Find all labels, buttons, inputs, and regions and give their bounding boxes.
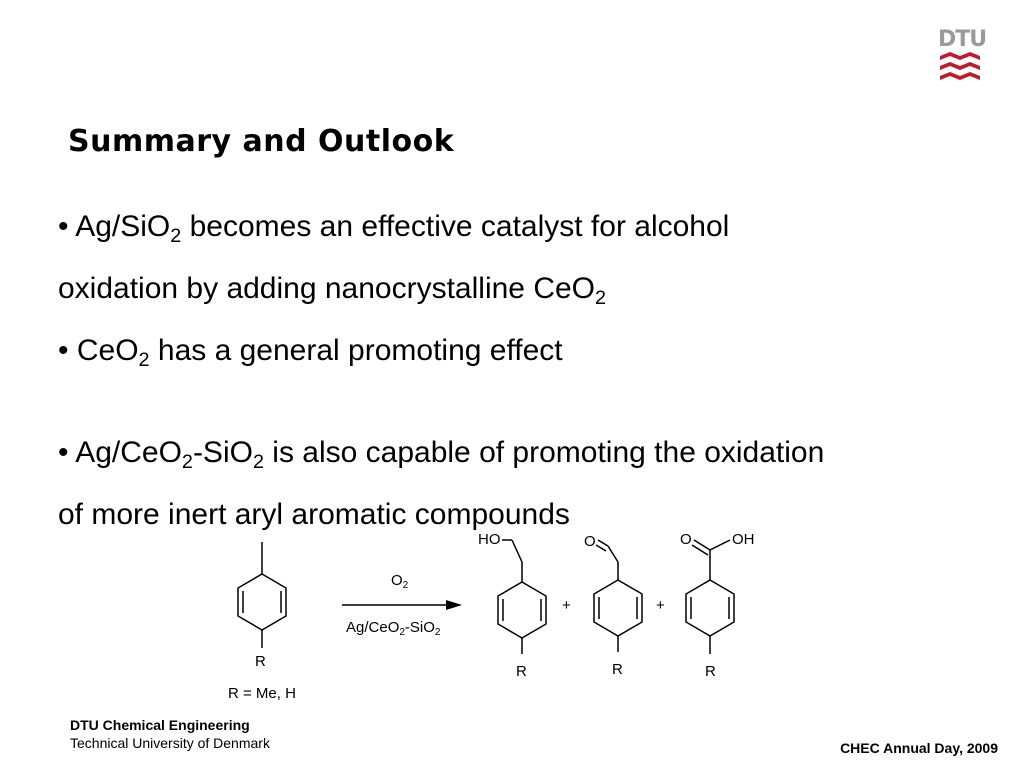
subscript: 2: [138, 348, 150, 371]
product1-r-label: R: [516, 663, 527, 680]
event-name: CHEC Annual Day, 2009: [840, 740, 998, 756]
alcohol-group-label: HO: [478, 531, 501, 548]
bullet-2: [58, 320, 978, 382]
bullet-text: has a general promoting effect: [149, 334, 563, 367]
plus-sign-2: +: [656, 597, 665, 614]
bullet-text: Ag/SiO: [75, 210, 171, 243]
bullet-1: [58, 196, 978, 258]
bullet-3: [58, 422, 978, 484]
bullet-text: is also capable of promoting the oxidation: [263, 436, 825, 469]
bullet-marker: •: [58, 436, 69, 469]
bullet-list: [58, 196, 978, 546]
bullet-text: -SiO: [192, 436, 253, 469]
bullet-1-continuation: [58, 258, 978, 320]
logo-text: DTU: [938, 27, 987, 52]
slide-title: Summary and Outlook: [68, 124, 455, 159]
dtu-logo: [938, 27, 987, 94]
subscript: 2: [252, 450, 264, 473]
department-name: DTU Chemical Engineering: [70, 717, 250, 733]
bullet-text: CeO: [76, 334, 139, 367]
reactant-r-label: R: [255, 653, 266, 670]
arrow-bottom-label: Ag/CeO$_2$-SiO$_2$: [346, 619, 441, 638]
bullet-marker: •: [58, 334, 69, 367]
subscript: 2: [181, 450, 193, 473]
arrow-top-label: $O_2$: [391, 572, 409, 591]
bullet-text: Ag/CeO: [75, 436, 182, 469]
product2-r-label: R: [612, 661, 623, 678]
product3-r-label: R: [705, 663, 716, 680]
reaction-arrow: [342, 572, 462, 638]
product-aldehyde: [584, 533, 642, 678]
acid-hydroxyl-label: OH: [732, 531, 755, 548]
bullet-text: oxidation by adding nanocrystalline CeO: [58, 272, 595, 305]
aldehyde-group-label: O: [584, 533, 596, 550]
bullet-marker: •: [58, 210, 69, 243]
footer-institution: [70, 716, 270, 752]
condition-label: R = Me, H: [228, 685, 296, 702]
bullet-text: becomes an effective catalyst for alcohol: [181, 210, 730, 243]
plus-sign-1: +: [562, 597, 571, 614]
subscript: 2: [170, 224, 182, 247]
bullet-text: of more inert aryl aromatic compounds: [58, 498, 570, 531]
dtu-waves-icon: [938, 52, 982, 92]
university-name: Technical University of Denmark: [70, 735, 270, 751]
product-acid: [680, 531, 755, 680]
reaction-scheme: [200, 524, 800, 710]
reactant-molecule: [228, 542, 296, 702]
acid-carbonyl-label: O: [680, 531, 692, 548]
subscript: 2: [595, 286, 607, 309]
product-alcohol: [478, 531, 546, 680]
